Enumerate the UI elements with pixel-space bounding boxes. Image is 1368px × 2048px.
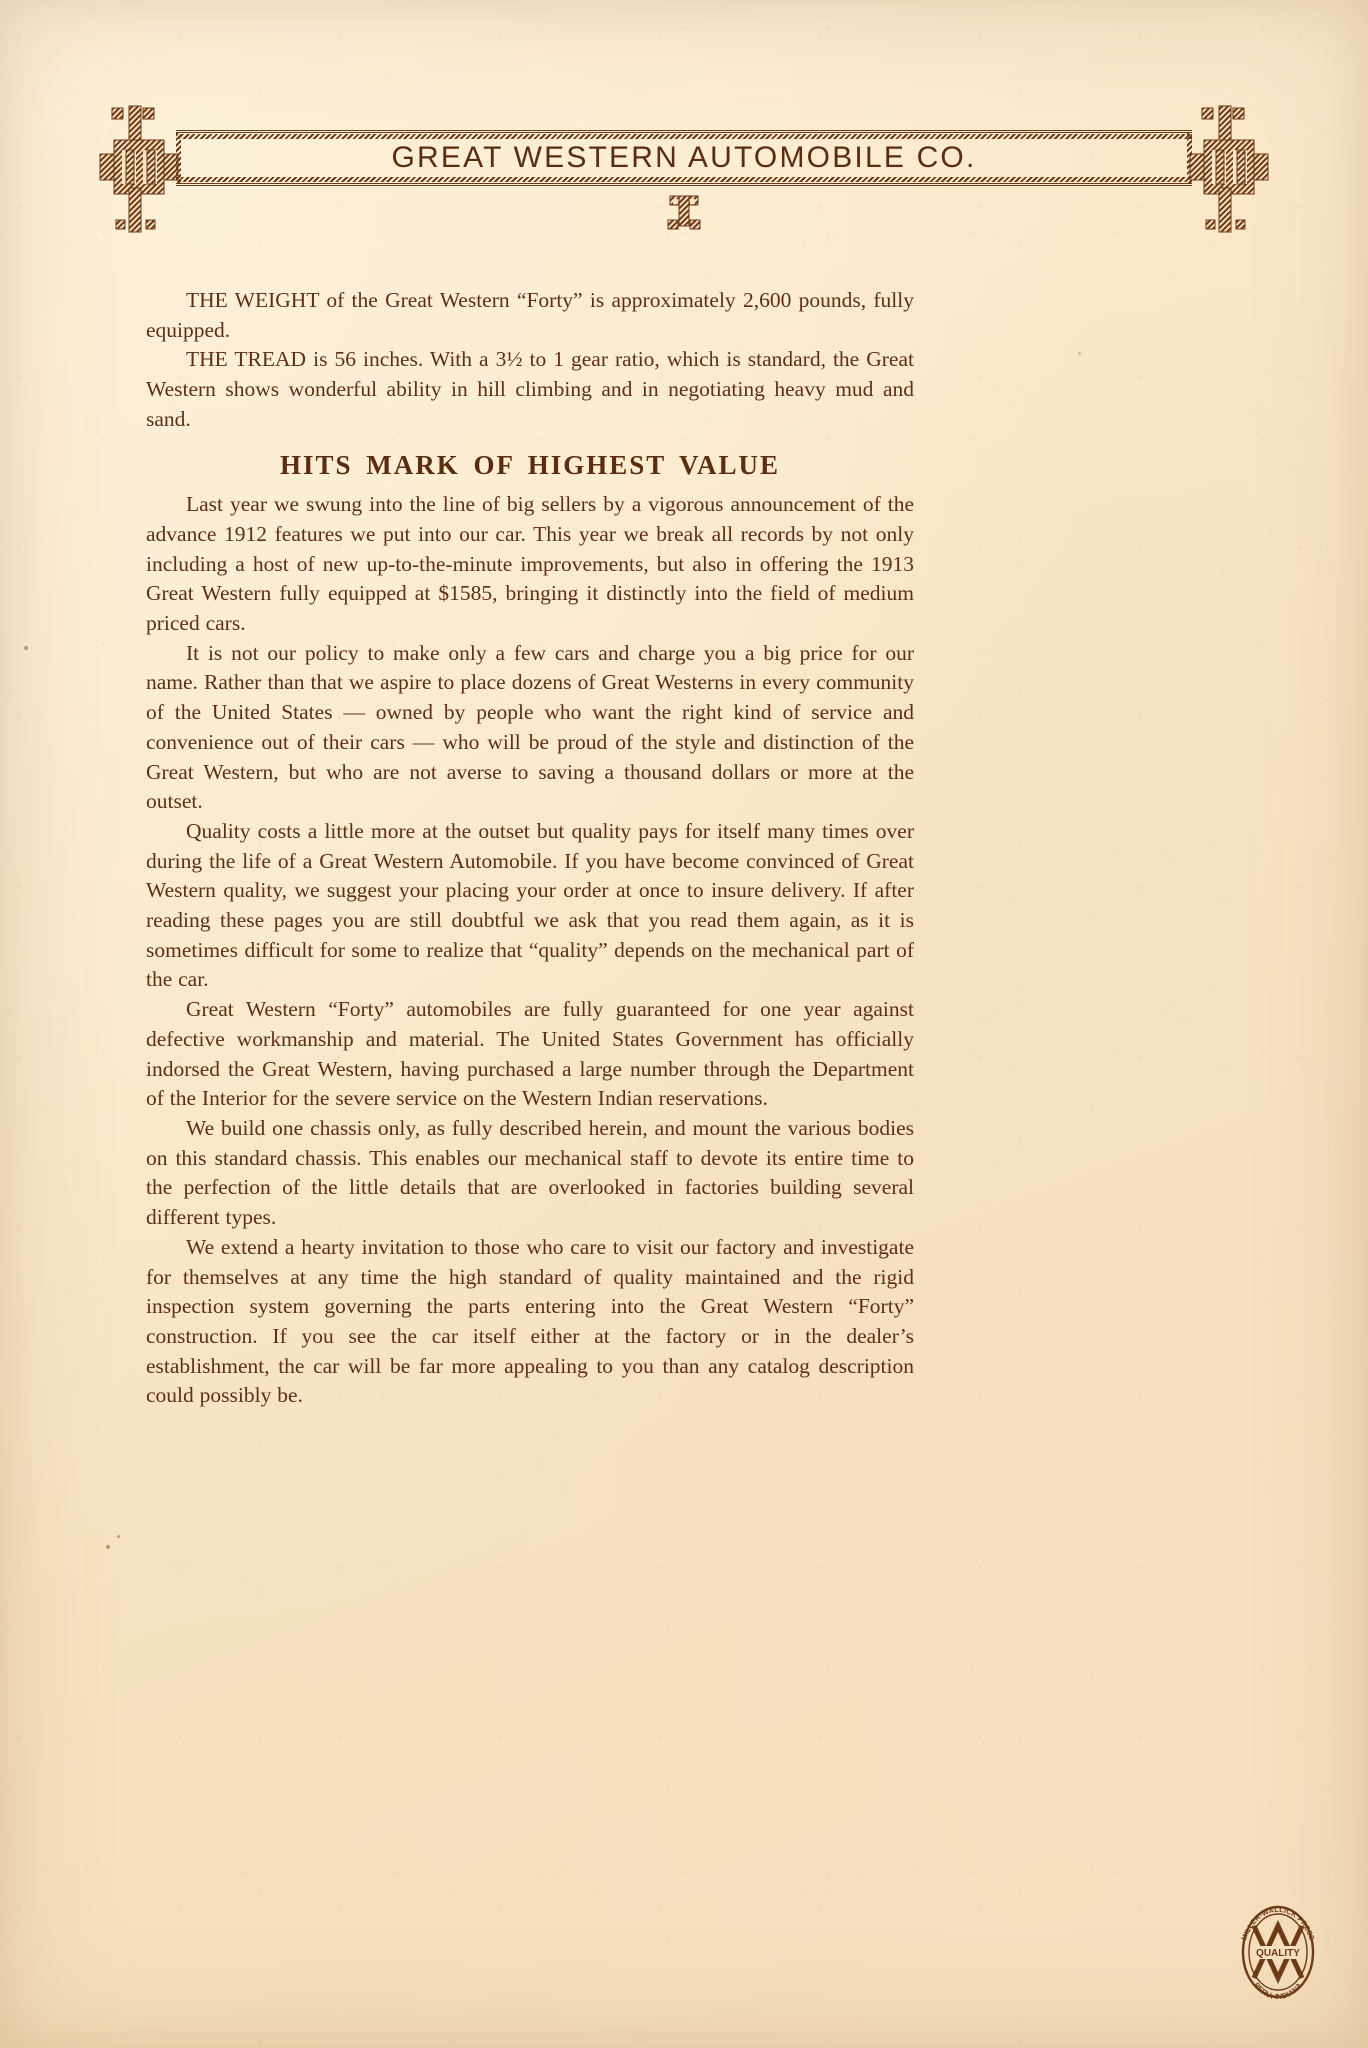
paragraph-policy: It is not our policy to make only a few cars and charge you a big price for our name. Rather than that we aspire to place dozens of Great Westerns in every community of the United States — owned by people who want the right kind of service and convenience out of their cars — who will be proud of the style and distinction of the Great Western, but who are not averse to saving a thousand dollars or more at the outset. (146, 640, 914, 814)
seal-top-text: MILLER-WALLICK PRESS (1239, 1904, 1317, 1942)
seal-center-text: QUALITY (1256, 1948, 1300, 1959)
header-ornament-left-icon (96, 96, 182, 244)
company-title-bar (176, 130, 1192, 186)
scan-speck (24, 646, 28, 650)
paragraph-invitation: We extend a hearty invitation to those who care to visit our factory and investigate for themselves at any time the high standard of quality maintained and the rigid inspection system governing the parts entering into the Great Western “Forty” construction. If you see the car itself either at the factory or in the dealer’s establishment, the car will be far more appealing to you than any catalog description could possibly be. (146, 1234, 914, 1408)
paragraph-quality: Quality costs a little more at the outset but quality pays for itself many times over during the life of a Great Western Automobile. If you have become convinced of Great Western quality, we suggest your placing your order at once to insure delivery. If after reading these pages you are still doubtful we ask that you read them again, as it is sometimes difficult for some to realize that “quality” depends on the mechanical part of the car. (146, 818, 914, 992)
article-body (146, 286, 914, 1411)
scan-speck (106, 1545, 110, 1549)
paragraph-guarantee: Great Western “Forty” automobiles are fully guaranteed for one year against defective workmanship and material. The United States Government has officially indorsed the Great Western, having purchased a large number through the Department of the Interior for the severe service on the Western Indian reservations. (146, 997, 914, 1111)
page-header (0, 96, 1368, 246)
section-heading: HITS MARK OF HIGHEST VALUE (279, 449, 781, 480)
header-center-ornament-icon (664, 194, 704, 232)
paragraph-tread: THE TREAD is 56 inches. With a 3½ to 1 gear ratio, which is standard, the Great Western shows wonderful ability in hill climbing and in negotiating heavy mud and sand. (146, 347, 914, 431)
header-ornament-right-icon (1186, 96, 1272, 244)
seal-bottom-text: PERU, INDIANA (1252, 1980, 1304, 2002)
paragraph-last-year: Last year we swung into the line of big sellers by a vigorous announcement of the advance 1912 features we put into our car. This year we break all records by not only including a host of new up-to-the-minute improvements, but also in offering the 1913 Great Western fully equipped at $1585, bringing it distinctly into the field of medium priced cars. (146, 492, 914, 636)
paragraph-weight: THE WEIGHT of the Great Western “Forty” is approximately 2,600 pounds, fully equipped. (146, 288, 914, 342)
company-title: GREAT WESTERN AUTOMOBILE CO. (391, 141, 977, 174)
paragraph-chassis: We build one chassis only, as fully described herein, and mount the various bodies on this standard chassis. This enables our mechanical staff to devote its entire time to the perfection of the little details that are overlooked in factories building several different types. (146, 1115, 914, 1230)
scan-speck (117, 1535, 120, 1538)
printer-seal (1232, 1900, 1324, 2004)
scan-speck (1078, 352, 1081, 355)
